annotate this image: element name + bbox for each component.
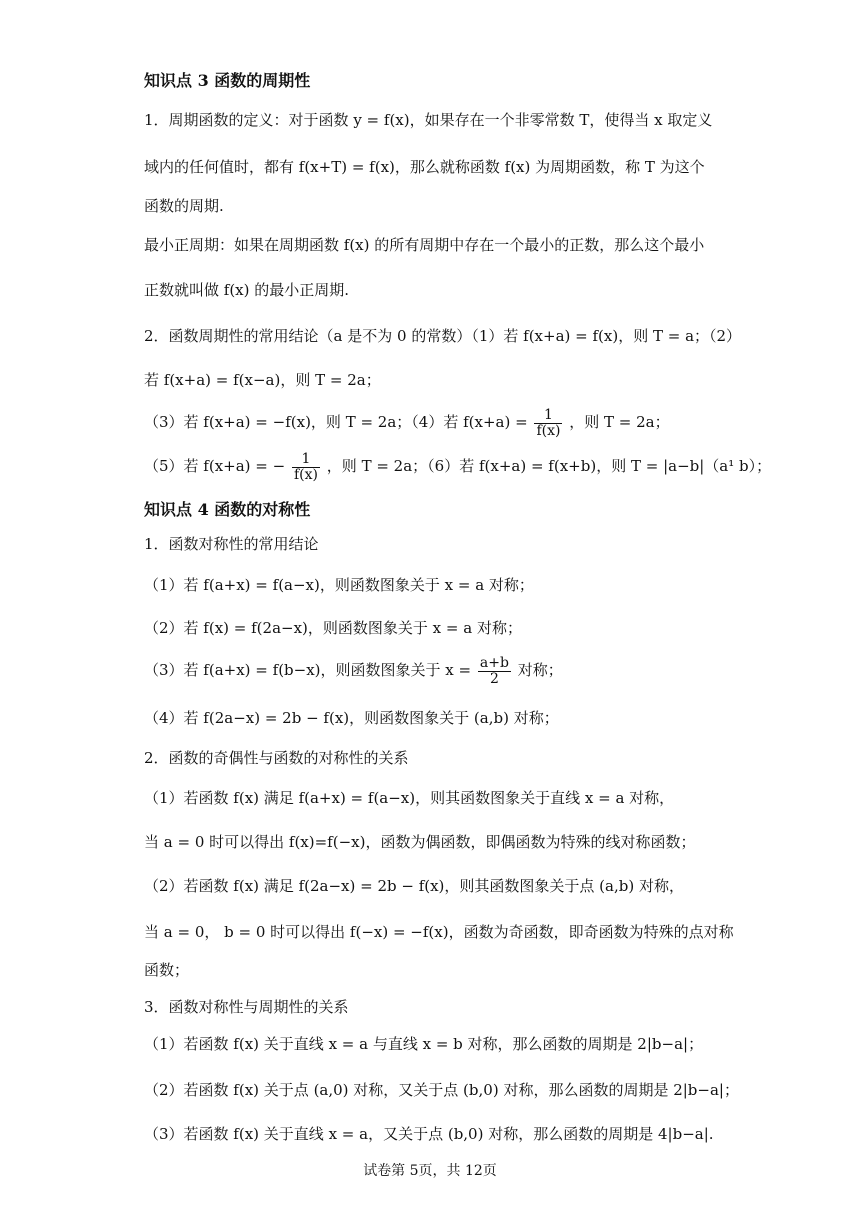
parity-item-2: （2）若函数 f(x) 满足 f(2a−x) = 2b − f(x)，则其函数图象关于点 (a,b) 对称， (144, 877, 684, 895)
symmetry-item-3-text-a: （3）若 f(a+x) = f(b−x)，则函数图象关于 x = (144, 661, 472, 680)
symmetry-period-item-1: （1）若函数 f(x) 关于直线 x = a 与直线 x = b 对称，那么函数的周期是 2|b−a|； (144, 1035, 704, 1053)
parity-symmetry-title: 2．函数的奇偶性与函数的对称性的关系 (144, 749, 409, 767)
min-period-line-1: 最小正周期：如果在周期函数 f(x) 的所有周期中存在一个最小的正数，那么这个最小 (144, 236, 705, 254)
symmetry-item-2: （2）若 f(x) = f(2a−x)，则函数图象关于 x = a 对称； (144, 619, 522, 637)
definition-line-2: 域内的任何值时，都有 f(x+T) = f(x)，那么就称函数 f(x) 为周期函数，称 T 为这个 (144, 158, 705, 176)
definition-line-3: 函数的周期. (144, 197, 224, 215)
symmetry-period-item-2: （2）若函数 f(x) 关于点 (a,0) 对称，又关于点 (b,0) 对称，那么函数的周期是 2|b−a|； (144, 1081, 739, 1099)
fraction-a-plus-b-over-2 (478, 656, 511, 686)
parity-item-2-cont2: 函数； (144, 961, 190, 979)
heading-symmetry: 知识点 4 函数的对称性 (144, 500, 311, 519)
text-3-4-b: ，则 T = 2a； (569, 413, 670, 432)
period-conclusion-line-2: 若 f(x+a) = f(x−a)，则 T = 2a； (144, 371, 381, 389)
fraction-5 (292, 452, 320, 482)
symmetry-conclusions-title: 1．函数对称性的常用结论 (144, 535, 319, 553)
fraction-4-numerator: 1 (534, 408, 562, 424)
symmetry-item-3 (144, 656, 563, 686)
text-3-4-a: （3）若 f(x+a) = −f(x)，则 T = 2a；（4）若 f(x+a) = (144, 413, 528, 432)
fraction-5-numerator: 1 (292, 452, 320, 468)
text-5-6-a: （5）若 f(x+a) = − (144, 457, 286, 476)
fraction-numerator: a+b (479, 655, 509, 671)
period-conclusion-line-3 (144, 408, 670, 438)
parity-item-1-cont: 当 a = 0 时可以得出 f(x)=f(−x)，函数为偶函数，即偶函数为特殊的线对称函数； (144, 833, 696, 851)
symmetry-item-1: （1）若 f(a+x) = f(a−x)，则函数图象关于 x = a 对称； (144, 576, 534, 594)
symmetry-item-3-text-b: 对称； (517, 661, 563, 680)
symmetry-period-title: 3．函数对称性与周期性的关系 (144, 998, 349, 1016)
parity-item-2-cont: 当 a = 0， b = 0 时可以得出 f(−x) = −f(x)，函数为奇函数，即奇函数为特殊的点对称 (144, 923, 734, 941)
text-5-6-b: ，则 T = 2a；（6）若 f(x+a) = f(x+b)，则 T = |a−b|（a¹ b）； (326, 457, 772, 476)
fraction-5-denominator: f(x) (294, 466, 319, 483)
page-footer: 试卷第 5页，共 12页 (363, 1163, 497, 1179)
symmetry-period-item-3: （3）若函数 f(x) 关于直线 x = a，又关于点 (b,0) 对称，那么函数的周期是 4|b−a|. (144, 1125, 714, 1143)
fraction-denominator: 2 (489, 670, 499, 687)
fraction-4-denominator: f(x) (536, 422, 561, 439)
period-conclusion-line-1: 2．函数周期性的常用结论（a 是不为 0 的常数）（1）若 f(x+a) = f(x)，则 T = a；（2） (144, 327, 742, 345)
definition-line-1: 1．周期函数的定义：对于函数 y = f(x)，如果存在一个非零常数 T，使得当 x 取定义 (144, 111, 713, 129)
parity-item-1: （1）若函数 f(x) 满足 f(a+x) = f(a−x)，则其函数图象关于直线 x = a 对称， (144, 789, 675, 807)
fraction-4 (534, 408, 562, 438)
symmetry-item-4: （4）若 f(2a−x) = 2b − f(x)，则函数图象关于 (a,b) 对称； (144, 709, 559, 727)
min-period-line-2: 正数就叫做 f(x) 的最小正周期. (144, 281, 350, 299)
heading-periodicity: 知识点 3 函数的周期性 (144, 71, 311, 90)
period-conclusion-line-4 (144, 452, 771, 482)
